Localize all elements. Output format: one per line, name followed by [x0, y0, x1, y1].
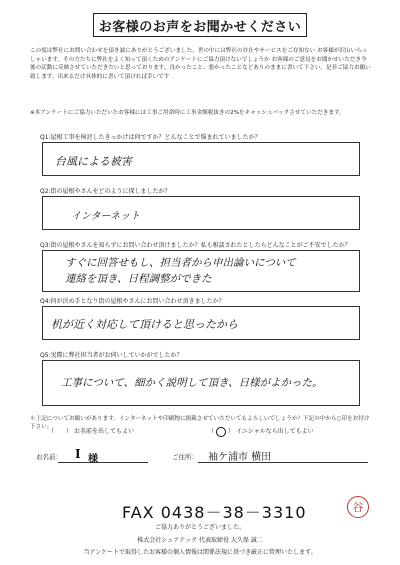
answer-4-box[interactable] [42, 306, 360, 340]
address-label: ご住所： [172, 453, 198, 461]
fax-number: FAX 0438－38－3310 [122, 503, 307, 522]
answer-2-box[interactable] [42, 196, 360, 230]
answer-3-box[interactable] [42, 250, 360, 292]
answer-5-box[interactable] [42, 360, 360, 406]
answer-1-text: 台風による被害 [55, 155, 132, 168]
option-2[interactable]: （ ） イニシャルなら出してもよい [208, 428, 314, 435]
intro-text: この度は弊社にお問い合わせを頂き誠にありがとうございました。世の中には弊社の存在やサービスをご存知ない お客様が沢山いらっしゃいます。その方たちに弊社をよく知って頂くためのアンケートにご協力頂けないでしょうか お客様のご意見をお聞かせいただき今後の活動に反映させていただきたいと思っております。良かったこと、悪かったことなどありのままに書いて下さい。是非ご協力お願い致します。出来るだけ具体的に書いて頂ければ幸いです [30, 48, 371, 80]
answer-4-text: 机が近く対応して頂けると思ったから [51, 318, 238, 331]
address-underline [198, 462, 368, 463]
answer-3-line-1: すぐに回答せもし、担当者から申出論いについて [65, 257, 296, 269]
question-4-label: Q4:何が決め手となり街の屋根やさんにお問い合わせ頂きましたか？ [40, 298, 225, 305]
name-label: お名前： [36, 453, 62, 461]
option-2-label: イニシャルなら出してもよい [235, 428, 314, 435]
selected-circle-mark [216, 427, 226, 437]
cashback-note: ※本アンケートにご協力いただいたお客様には工事ご用命時に工事金額税抜きの2%をキャッシュバックさせていただきます。 [30, 110, 345, 116]
thanks-text: ご協力ありがとうございました。 [154, 524, 245, 531]
page-title: お客様のお声をお聞かせください [93, 13, 307, 37]
consent-request: ＊上記についてお願いがあります。インターネットや印刷物に掲載させていただいてもよろしいでしょうか？下記の中から○印をお付け下さい。 [30, 416, 370, 430]
company-line: 株式会社シェアテック 代表取締役 大久保 誠二 [137, 537, 263, 544]
answer-5-text: 工事について、細かく説明して頂き、日様がよかった。 [61, 377, 323, 389]
option-1[interactable]: （ ） お名前を出してもよい [48, 428, 134, 435]
name-underline [58, 462, 148, 463]
seal-stamp: 谷 [347, 496, 369, 518]
sama-label: 様 [88, 454, 98, 465]
answer-3-line-2: 連絡を頂き、日程調整ができた [65, 273, 212, 285]
option-1-label: お名前を出してもよい [73, 428, 134, 435]
answer-2-text: インターネット [71, 211, 141, 222]
name-value: I [75, 447, 81, 461]
question-3-label: Q3:街の屋根やさんを知らずにお問い合わせ頂けましたか？私も相談されたとしたらどんなことがご不安でしたか？ [40, 242, 351, 249]
answer-1-box[interactable] [42, 142, 360, 176]
privacy-notice: 当アンケートで取得したお客様の個人情報は関係法規に基づき厳正に管理いたします。 [83, 549, 317, 556]
question-5-label: Q5:実際に弊社担当者がお伺いしていかがでしたか？ [40, 352, 183, 359]
question-2-label: Q2:街の屋根やさんをどのように探しましたか？ [40, 188, 171, 195]
question-1-label: Q1:屋根工事を検討したきっかけは何ですか？どんなことで悩まれていましたか？ [40, 134, 261, 141]
address-value: 袖ケ浦市 横田 [208, 452, 272, 463]
